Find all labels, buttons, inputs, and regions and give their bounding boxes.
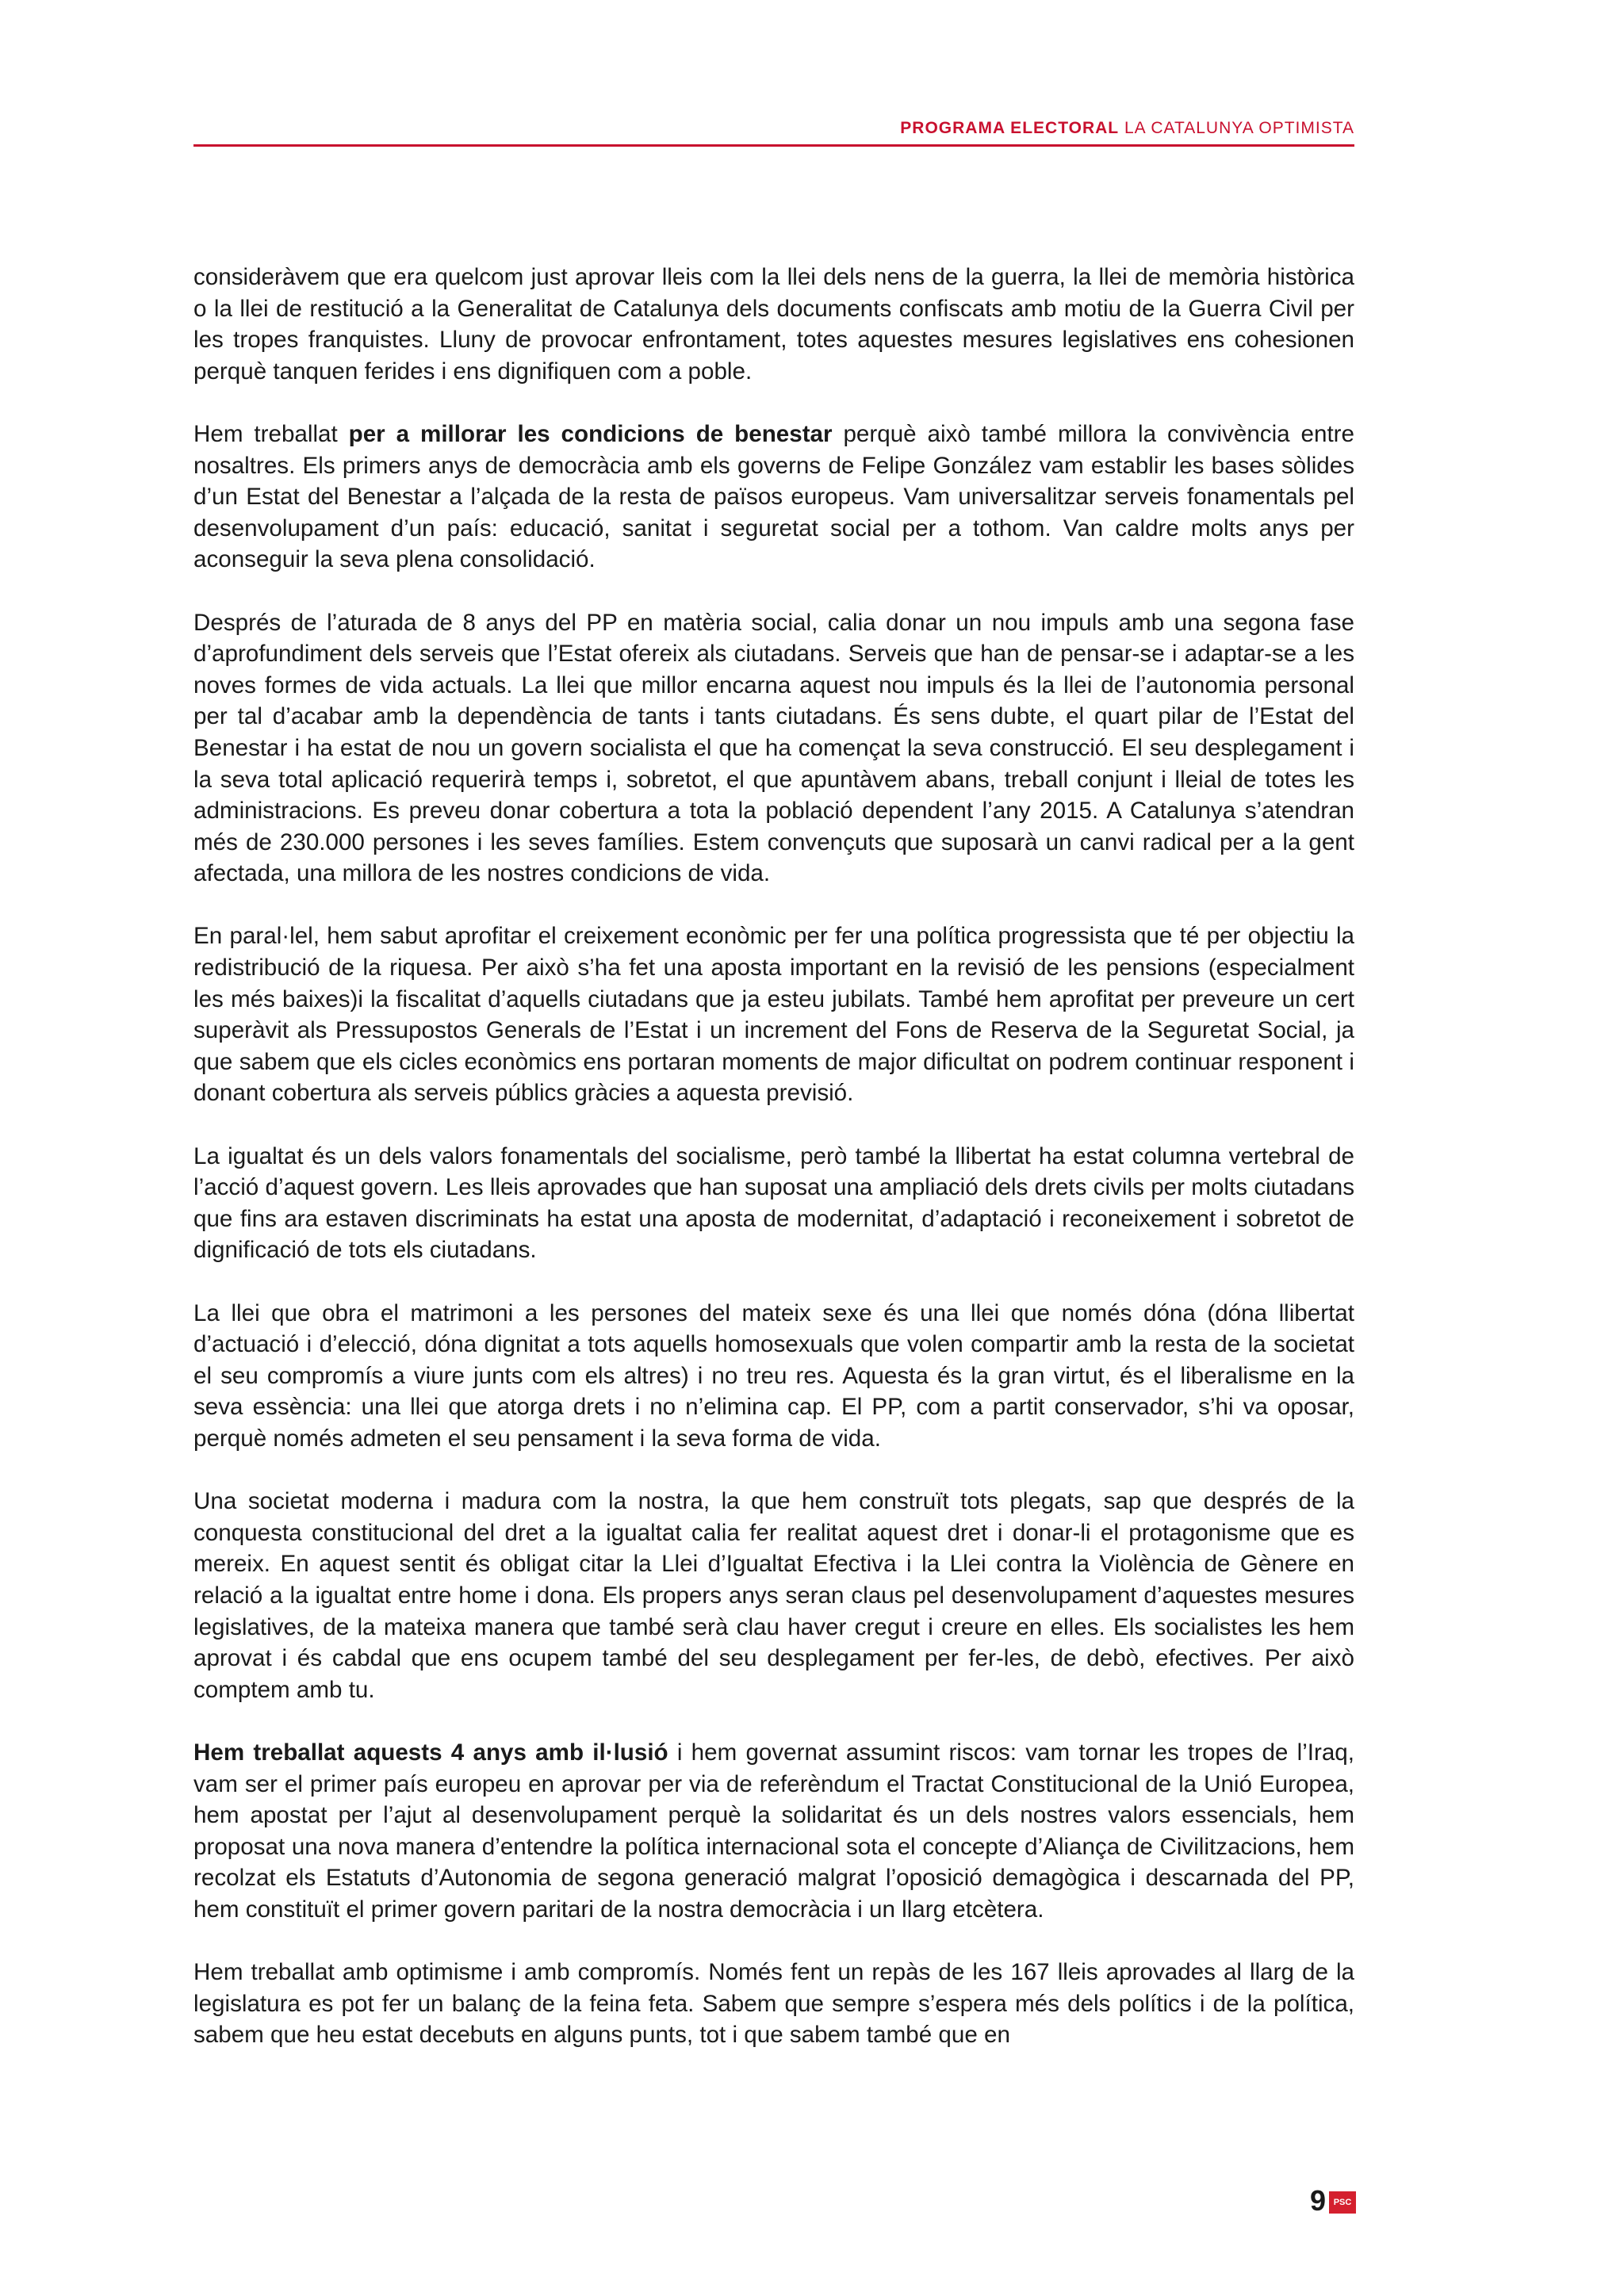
paragraph-1: consideràvem que era quelcom just aprovar lleis com la llei dels nens de la guerra, la llei de memòria històrica o la llei de restitució a la Generalitat de Catalunya dels documents confiscats amb motiu de la Guerra Civil per les tropes franquistes. Lluny de provocar enfrontament, totes aquestes mesures legislatives ens cohesionen perquè tanquen ferides i ens dignifiquen com a poble. bbox=[193, 264, 1354, 385]
bold-phrase: per a millorar les condicions de benestar bbox=[348, 420, 833, 447]
paragraph-2: Hem treballat per a millorar les condicions de benestar perquè això també millora la convivència entre nosaltres. Els primers anys de democràcia amb els governs de Felipe González vam establir les bases sòlides d’un Estat del Benestar a l’alçada de la resta de països europeus. Vam universalitzar serveis fonamentals pel desenvolupament d’un país: educació, sanitat i seguretat social per a tothom. Van caldre molts anys per aconseguir la seva plena consolidació. bbox=[193, 420, 1354, 573]
psc-logo-icon: PSC bbox=[1329, 2191, 1356, 2214]
paragraph-5: La igualtat és un dels valors fonamentals del socialisme, però també la llibertat ha estat columna vertebral de l’acció d’aquest govern. Les lleis aprovades que han suposat una ampliació dels drets civils per molts ciutadans que fins ara estaven discriminats ha estat una aposta de modernitat, d’adaptació i reconeixement i sobretot de dignificació de tots els ciutadans. bbox=[193, 1142, 1354, 1264]
document-body bbox=[193, 262, 1354, 2082]
paragraph-9: Hem treballat amb optimisme i amb compromís. Només fent un repàs de les 167 lleis aprovades al llarg de la legislatura es pot fer un balanç de la feina feta. Sabem que sempre s’espera més dels polítics i de la política, sabem que heu estat decebuts en alguns punts, tot i que sabem també que en bbox=[193, 1959, 1354, 2049]
bold-phrase: Hem treballat aquests 4 anys amb il·lusió bbox=[193, 1739, 668, 1766]
paragraph-3: Després de l’aturada de 8 anys del PP en matèria social, calia donar un nou impuls amb una segona fase d’aprofundiment dels serveis que l’Estat ofereix als ciutadans. Serveis que han de pensar-se i adaptar-se a les noves formes de vida actuals. La llei que millor encarna aquest nou impuls és la llei de l’autonomia personal per tal d’acabar amb la dependència de tants i tants ciutadans. És sens dubte, el quart pilar de l’Estat del Benestar i ha estat de nou un govern socialista el que ha començat la seva construcció. El seu desplegament i la seva total aplicació requerirà temps i, sobretot, el que apuntàvem abans, treball conjunt i lleial de totes les administracions. Es preveu donar cobertura a tota la població dependent l’any 2015. A Catalunya s’atendran més de 230.000 persones i les seves famílies. Estem convençuts que suposarà un canvi radical per a la gent afectada, una millora de les nostres condicions de vida. bbox=[193, 609, 1354, 887]
page-footer bbox=[1293, 2185, 1356, 2217]
header-divider bbox=[193, 144, 1354, 147]
header-title: LA CATALUNYA OPTIMISTA bbox=[1124, 119, 1354, 137]
paragraph-7: Una societat moderna i madura com la nostra, la que hem construït tots plegats, sap que després de la conquesta constitucional del dret a la igualtat calia fer realitat aquest dret i donar-li el protagonisme que es mereix. En aquest sentit és obligat citar la Llei d’Igualtat Efectiva i la Llei contra la Violència de Gènere en relació a la igualtat entre home i dona. Els propers anys seran claus pel desenvolupament d’aquestes mesures legislatives, de la mateixa manera que també serà clau haver cregut i creure en elles. Els socialistes les hem aprovat i és cabdal que ens ocupem també del seu desplegament per fer-les, de debò, efectives. Per això comptem amb tu. bbox=[193, 1488, 1354, 1703]
paragraph-6: La llei que obra el matrimoni a les persones del mateix sexe és una llei que només dóna (dóna llibertat d’actuació i d’elecció, dóna dignitat a tots aquells homosexuals que volen compartir amb la resta de la societat el seu compromís a viure junts com els altres) i no treu res. Aquesta és la gran virtut, és el liberalisme en la seva essència: una llei que atorga drets i no n’elimina cap. El PP, com a partit conservador, s’hi va oposar, perquè només admeten el seu pensament i la seva forma de vida. bbox=[193, 1299, 1354, 1452]
header-program-label: PROGRAMA ELECTORAL bbox=[900, 119, 1120, 137]
paragraph-8: Hem treballat aquests 4 anys amb il·lusió i hem governat assumint riscos: vam tornar les tropes de l’Iraq, vam ser el primer país europeu en aprovar per via de referèndum el Tractat Constitucional de la Unió Europea, hem apostat per l’ajut al desenvolupament perquè la solidaritat és un dels nostres valors essencials, hem proposat una nova manera d’entendre la política internacional sota el concepte d’Aliança de Civilitzacions, hem recolzat els Estatuts d’Autonomia de segona generació malgrat l’oposició demagògica i descarnada del PP, hem constituït el primer govern paritari de la nostra democràcia i un llarg etcètera. bbox=[193, 1739, 1354, 1923]
paragraph-4: En paral·lel, hem sabut aprofitar el creixement econòmic per fer una política progressista que té per objectiu la redistribució de la riquesa. Per això s’ha fet una aposta important en la revisió de les pensions (especialment les més baixes)i la fiscalitat d’aquells ciutadans que ja esteu jubilats. També hem aprofitat per preveure un cert superàvit als Pressupostos Generals de l’Estat i un increment del Fons de Reserva de la Seguretat Social, ja que sabem que els cicles econòmics ens portaran moments de major dificultat on podrem continuar responent i donant cobertura als serveis públics gràcies a aquesta previsió. bbox=[193, 923, 1354, 1107]
running-header bbox=[193, 119, 1354, 144]
page-number: 9 bbox=[1309, 2184, 1326, 2217]
